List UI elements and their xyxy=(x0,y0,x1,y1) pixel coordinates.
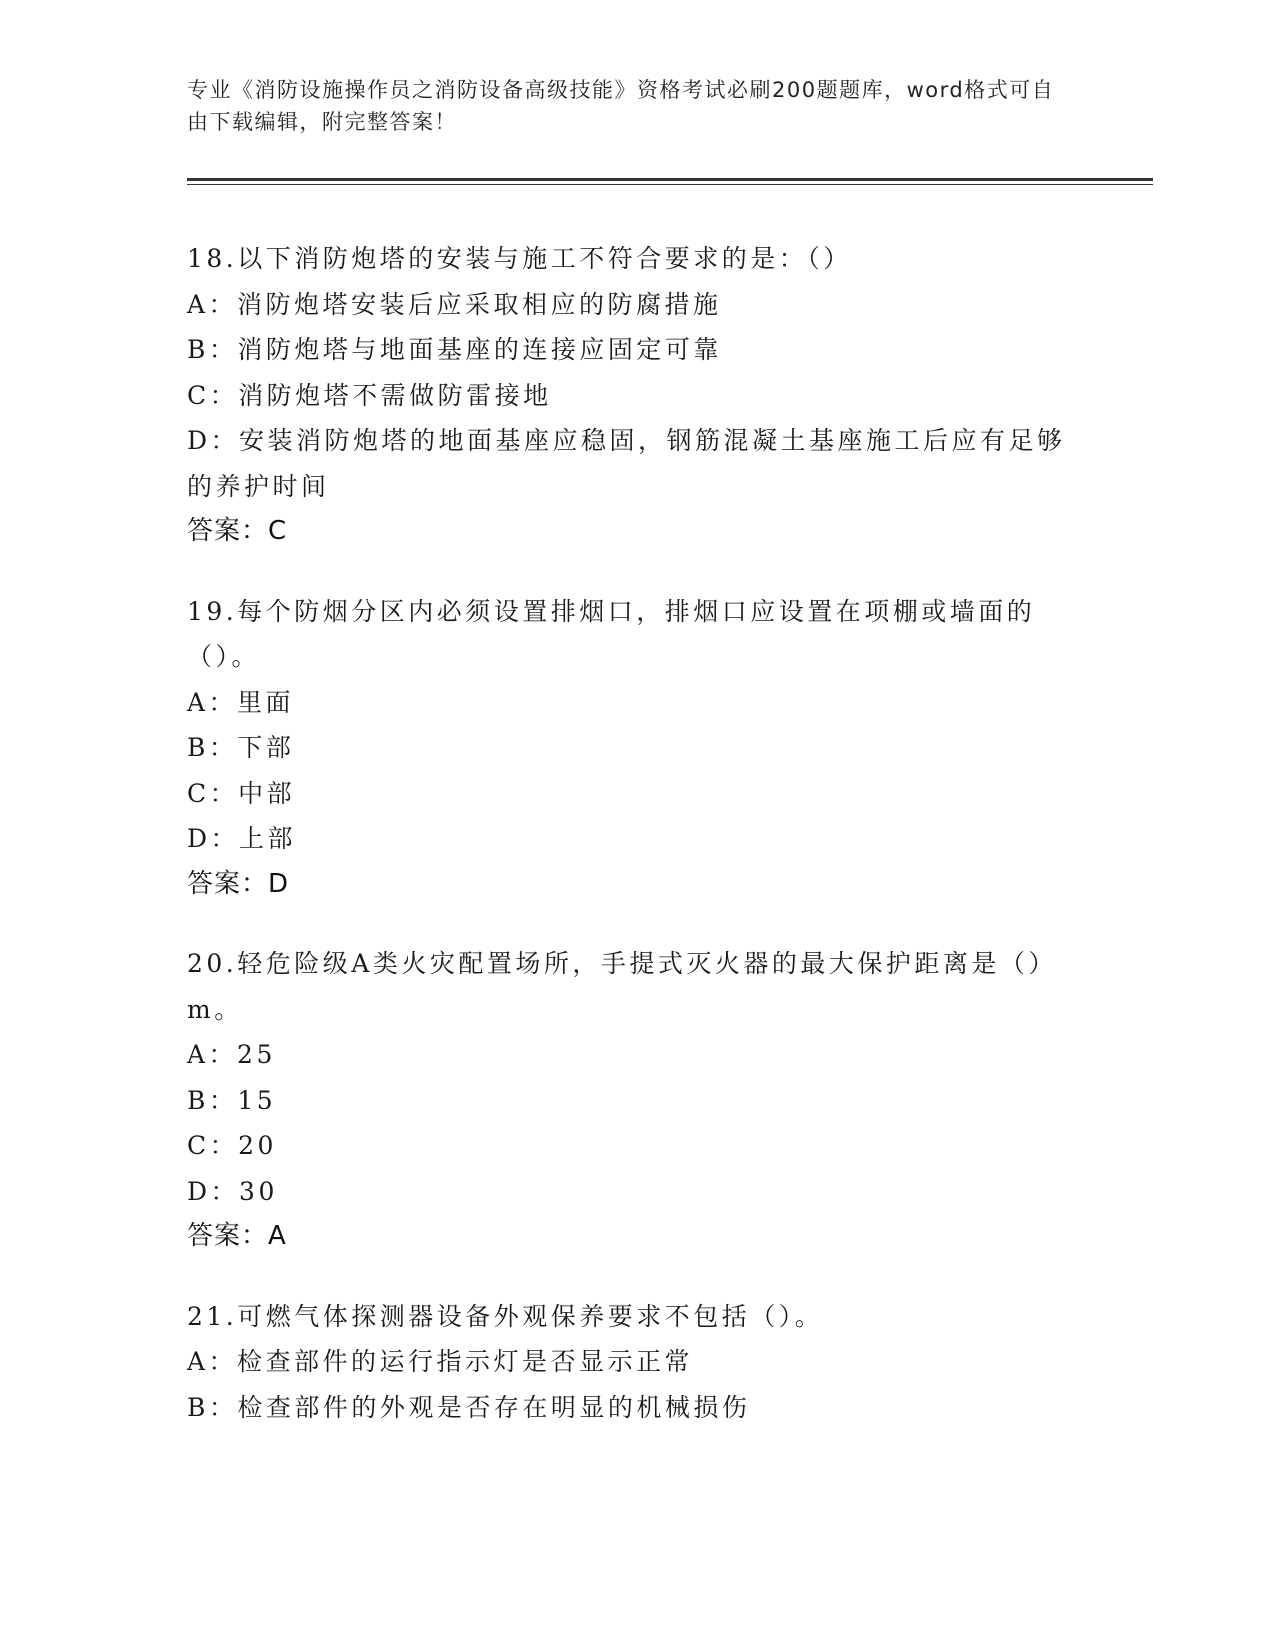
option-a: A：里面 xyxy=(187,687,295,717)
option-d: D：上部 xyxy=(187,824,297,853)
answer: 答案：A xyxy=(187,1221,287,1251)
option-d: D：30 xyxy=(187,1176,278,1206)
header-divider-thin xyxy=(187,184,1153,185)
option-b: B：消防炮塔与地面基座的连接应固定可靠 xyxy=(187,335,722,364)
question-stem: 18.以下消防炮塔的安装与施工不符合要求的是：（） xyxy=(187,244,852,273)
question-stem: 19.每个防烟分区内必须设置排烟口，排烟口应设置在项棚或墙面的（）。 xyxy=(187,596,1036,671)
option-b: B：检查部件的外观是否存在明显的机械损伤 xyxy=(187,1392,751,1422)
answer: 答案：D xyxy=(187,868,290,899)
option-c: C：消防炮塔不需做防雷接地 xyxy=(187,380,552,410)
option-c: C：20 xyxy=(187,1131,277,1160)
option-a: A：消防炮塔安装后应采取相应的防腐措施 xyxy=(187,289,722,319)
question-18 xyxy=(187,236,1077,555)
question-21 xyxy=(187,1294,1077,1431)
question-stem: 21.可燃气体探测器设备外观保养要求不包括（）。 xyxy=(187,1301,824,1331)
question-stem: 20.轻危险级A类火灾配置场所，手提式灭火器的最大保护距离是（）m。 xyxy=(187,949,1057,1024)
question-19 xyxy=(187,589,1077,908)
option-c: C：中部 xyxy=(187,778,296,808)
question-20 xyxy=(187,941,1077,1260)
option-a: A：检查部件的运行指示灯是否显示正常 xyxy=(187,1347,694,1376)
option-b: B：15 xyxy=(187,1085,277,1115)
document-header: 专业《消防设施操作员之消防设备高级技能》资格考试必刷200题题库，word格式可自由下载编辑，附完整答案！ xyxy=(187,78,1055,134)
option-b: B：下部 xyxy=(187,733,295,762)
option-a: A：25 xyxy=(187,1040,276,1069)
option-d: D：安装消防炮塔的地面基座应稳固，钢筋混凝土基座施工后应有足够的养护时间 xyxy=(187,426,1066,501)
header-divider-thick xyxy=(187,178,1153,181)
question-list xyxy=(187,236,1077,1464)
answer: 答案：C xyxy=(187,516,288,546)
